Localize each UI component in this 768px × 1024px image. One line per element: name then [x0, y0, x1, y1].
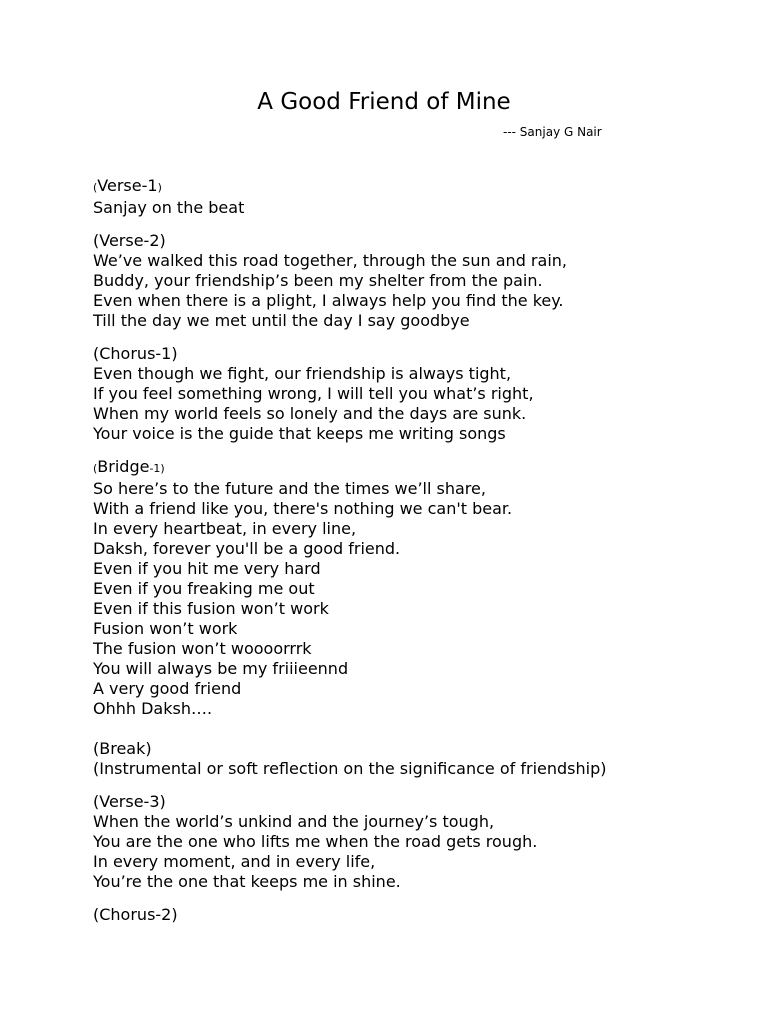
lyric-line: We’ve walked this road together, through the sun and rain, [93, 251, 567, 270]
heading-text: Verse-1 [97, 176, 158, 195]
lyric-line: Till the day we met until the day I say goodbye [93, 311, 470, 330]
section-heading: (Chorus-1) [93, 344, 178, 363]
lyric-line: Ohhh Daksh…. [93, 699, 213, 718]
lyric-line: (Instrumental or soft reflection on the significance of friendship) [93, 759, 607, 778]
section-chorus-2 [93, 905, 733, 925]
lyric-line: The fusion won’t woooorrrk [93, 639, 312, 658]
lyric-line: When my world feels so lonely and the days are sunk. [93, 404, 527, 423]
lyric-line: You will always be my friiieennd [93, 659, 349, 678]
lyric-line: If you feel something wrong, I will tell you what’s right, [93, 384, 534, 403]
lyric-line: Even if you hit me very hard [93, 559, 321, 578]
section-break [93, 739, 733, 779]
section-chorus-1 [93, 344, 733, 444]
section-heading: (Verse-2) [93, 231, 166, 250]
lyric-line: Sanjay on the beat [93, 198, 245, 217]
heading-paren-open: ( [93, 462, 98, 475]
lyric-line: Daksh, forever you'll be a good friend. [93, 539, 401, 558]
lyric-line: With a friend like you, there's nothing we can't bear. [93, 499, 513, 518]
lyric-line: Even when there is a plight, I always help you find the key. [93, 291, 564, 310]
lyric-line: Buddy, your friendship’s been my shelter from the pain. [93, 271, 543, 290]
heading-paren-close: ) [157, 181, 162, 194]
lyric-line: In every heartbeat, in every line, [93, 519, 357, 538]
lyric-line: Fusion won’t work [93, 619, 238, 638]
lyric-line: A very good friend [93, 679, 242, 698]
heading-paren-close: -1) [149, 462, 165, 475]
document-author: --- Sanjay G Nair [503, 125, 602, 139]
heading-text: Bridge [97, 457, 150, 476]
document-title: A Good Friend of Mine [257, 89, 511, 115]
heading-paren-open: ( [93, 181, 98, 194]
lyric-line: Even if you freaking me out [93, 579, 315, 598]
section-bridge-1 [93, 457, 733, 719]
lyrics-body [93, 176, 733, 938]
section-heading: (Chorus-2) [93, 905, 178, 924]
lyric-line: Your voice is the guide that keeps me writing songs [93, 424, 506, 443]
lyric-line: You’re the one that keeps me in shine. [93, 872, 401, 891]
lyric-line: When the world’s unkind and the journey’s tough, [93, 812, 495, 831]
lyric-line: Even though we fight, our friendship is always tight, [93, 364, 512, 383]
section-heading: (Break) [93, 739, 152, 758]
section-heading [93, 176, 733, 198]
lyric-line: You are the one who lifts me when the road gets rough. [93, 832, 538, 851]
section-heading: (Verse-3) [93, 792, 166, 811]
section-verse-2 [93, 231, 733, 331]
lyric-line: In every moment, and in every life, [93, 852, 376, 871]
section-verse-1 [93, 176, 733, 218]
lyric-line: Even if this fusion won’t work [93, 599, 329, 618]
lyric-line: So here’s to the future and the times we’ll share, [93, 479, 486, 498]
section-verse-3 [93, 792, 733, 892]
section-heading [93, 457, 733, 479]
